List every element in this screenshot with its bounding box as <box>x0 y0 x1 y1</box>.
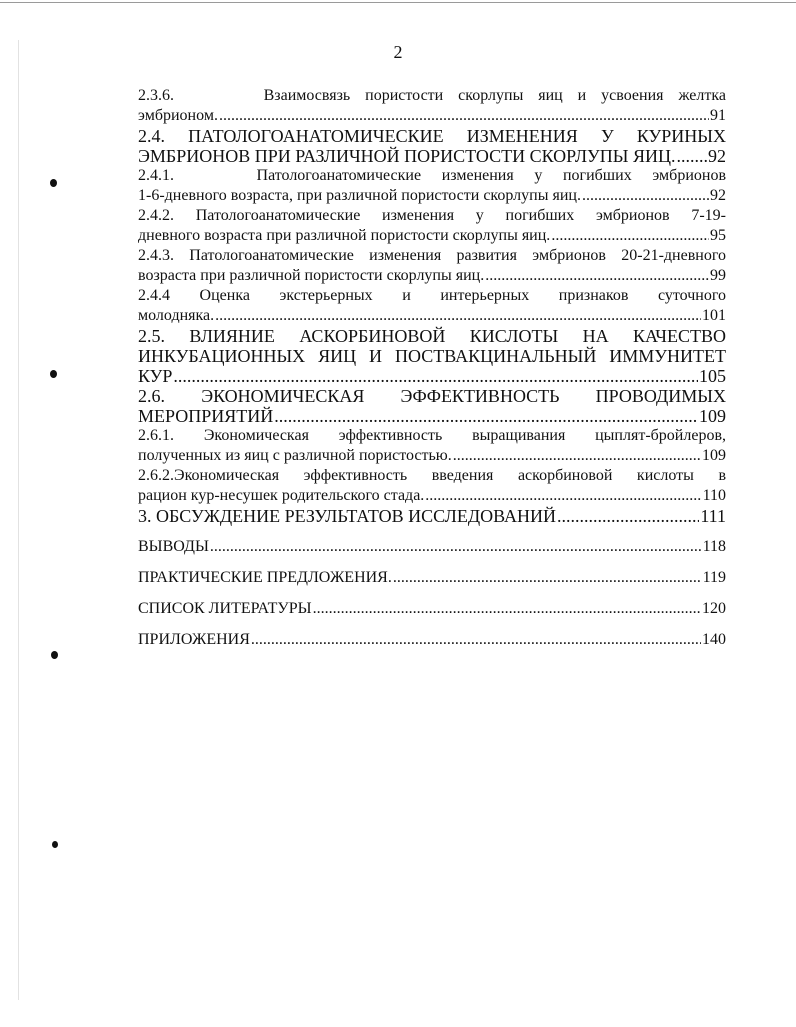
toc-entry-2-6-2 <box>138 466 726 506</box>
scan-edge-top <box>0 2 796 3</box>
toc-entry-text: ПРИЛОЖЕНИЯ <box>138 631 250 648</box>
toc-page-number: 101 <box>702 307 726 324</box>
toc-entry-leader <box>138 506 726 526</box>
dot-leader <box>219 106 709 126</box>
toc-entry-text: 2.3.6. Взаимосвязь пористости скорлупы яиц и усвоения желтка <box>138 87 726 104</box>
dot-leader <box>210 537 702 557</box>
dot-leader <box>453 446 701 466</box>
toc-page-number: 120 <box>702 600 726 617</box>
toc-entry-3 <box>138 506 726 526</box>
dot-leader <box>215 306 701 326</box>
toc-entry-leader <box>138 599 726 619</box>
table-of-contents <box>138 86 726 650</box>
toc-entry-appendices <box>138 630 726 650</box>
punch-hole-mark <box>51 651 58 659</box>
dot-leader <box>485 266 709 286</box>
toc-entry-text: КУР <box>138 366 173 386</box>
dot-leader <box>425 486 701 506</box>
toc-entry-leader <box>138 266 726 286</box>
toc-page-number: 109 <box>702 447 726 464</box>
scan-edge-left <box>18 40 19 1000</box>
toc-entry-text: возраста при различной пористости скорлупы яиц. <box>138 267 485 284</box>
toc-entry-text: ЭМБРИОНОВ ПРИ РАЗЛИЧНОЙ ПОРИСТОСТИ СКОРЛУПЫ ЯИЦ. <box>138 146 676 166</box>
toc-page-number: 92 <box>708 146 726 166</box>
toc-page-number: 95 <box>710 227 726 244</box>
toc-entry-text: 2.5. ВЛИЯНИЕ АСКОРБИНОВОЙ КИСЛОТЫ НА КАЧЕСТВО <box>138 326 726 346</box>
toc-page-number: 92 <box>710 187 726 204</box>
toc-page-number: 118 <box>702 538 726 555</box>
dot-leader <box>677 146 708 166</box>
toc-entry-leader <box>138 186 726 206</box>
toc-entry-2-6-1 <box>138 426 726 466</box>
toc-entry-text: 2.4.4 Оценка экстерьерных и интерьерных признаков суточного <box>138 287 726 304</box>
toc-entry-leader <box>138 630 726 650</box>
toc-entry-2-4-2 <box>138 206 726 246</box>
page-number: 2 <box>393 42 403 62</box>
toc-entry-leader <box>138 226 726 246</box>
toc-entry-2-5 <box>138 326 726 386</box>
toc-entry-leader <box>138 446 726 466</box>
toc-entry-leader <box>138 306 726 326</box>
toc-entry-text: 2.4.1. Патологоанатомические изменения у погибших эмбрионов <box>138 167 726 184</box>
toc-page-number: 91 <box>710 107 726 124</box>
toc-page-number: 110 <box>702 487 726 504</box>
toc-page-number: 119 <box>702 569 726 586</box>
dot-leader <box>251 630 701 650</box>
toc-entry-leader <box>138 406 726 426</box>
toc-page-number: 105 <box>699 366 726 386</box>
toc-entry-text: 2.4.2. Патологоанатомические изменения у погибших эмбрионов 7-19- <box>138 207 726 224</box>
toc-entry-text: ИНКУБАЦИОННЫХ ЯИЦ И ПОСТВАКЦИНАЛЬНЫЙ ИММУНИТЕТ <box>138 346 726 366</box>
toc-entry-text: 1-6-дневного возраста, при различной пористости скорлупы яиц. <box>138 187 581 204</box>
toc-page-number: 140 <box>702 631 726 648</box>
toc-entry-text: молодняка. <box>138 307 215 324</box>
toc-entry-text: 2.4. ПАТОЛОГОАНАТОМИЧЕСКИЕ ИЗМЕНЕНИЯ У КУРИНЫХ <box>138 126 726 146</box>
punch-hole-mark <box>52 841 58 848</box>
dot-leader <box>393 568 702 588</box>
dot-leader <box>557 506 699 526</box>
toc-entry-2-3-6 <box>138 86 726 126</box>
toc-entry-2-6 <box>138 386 726 426</box>
toc-entry-leader <box>138 537 726 557</box>
toc-entry-text: 2.6.1. Экономическая эффективность выращивания цыплят-бройлеров, <box>138 427 726 444</box>
toc-page-number: 109 <box>699 406 726 426</box>
toc-entry-text: дневного возраста при различной пористости скорлупы яиц. <box>138 227 551 244</box>
dot-leader <box>173 366 698 386</box>
toc-entry-2-4 <box>138 126 726 166</box>
punch-hole-mark <box>50 370 57 378</box>
toc-entry-text: 2.4.3. Патологоанатомические изменения развития эмбрионов 20-21-дневного <box>138 247 726 264</box>
toc-page-number: 99 <box>710 267 726 284</box>
dot-leader <box>551 226 709 246</box>
toc-page-number: 111 <box>700 506 726 526</box>
toc-entry-text: СПИСОК ЛИТЕРАТУРЫ <box>138 600 312 617</box>
toc-entry-leader <box>138 146 726 166</box>
toc-entry-text: полученных из яиц с различной пористостью. <box>138 447 452 464</box>
toc-entry-text: 3. ОБСУЖДЕНИЕ РЕЗУЛЬТАТОВ ИССЛЕДОВАНИЙ <box>138 506 557 526</box>
dot-leader <box>582 186 709 206</box>
toc-entry-leader <box>138 486 726 506</box>
toc-entry-conclusions <box>138 537 726 557</box>
toc-entry-text: МЕРОПРИЯТИЙ <box>138 406 274 426</box>
toc-entry-text: 2.6. ЭКОНОМИЧЕСКАЯ ЭФФЕКТИВНОСТЬ ПРОВОДИМЫХ <box>138 386 726 406</box>
toc-entry-leader <box>138 106 726 126</box>
toc-entry-text: 2.6.2.Экономическая эффективность введения аскорбиновой кислоты в <box>138 467 726 484</box>
toc-entry-practical-proposals <box>138 568 726 588</box>
toc-entry-references <box>138 599 726 619</box>
dot-leader <box>313 599 701 619</box>
toc-entry-text: эмбрионом. <box>138 107 218 124</box>
punch-hole-mark <box>50 179 57 187</box>
toc-entry-leader <box>138 366 726 386</box>
dot-leader <box>274 406 698 426</box>
toc-entry-text: ВЫВОДЫ <box>138 538 209 555</box>
toc-entry-text: рацион кур-несушек родительского стада. <box>138 487 425 504</box>
toc-entry-2-4-3 <box>138 246 726 286</box>
toc-entry-leader <box>138 568 726 588</box>
toc-entry-2-4-4 <box>138 286 726 326</box>
toc-entry-2-4-1 <box>138 166 726 206</box>
toc-entry-text: ПРАКТИЧЕСКИЕ ПРЕДЛОЖЕНИЯ. <box>138 569 392 586</box>
